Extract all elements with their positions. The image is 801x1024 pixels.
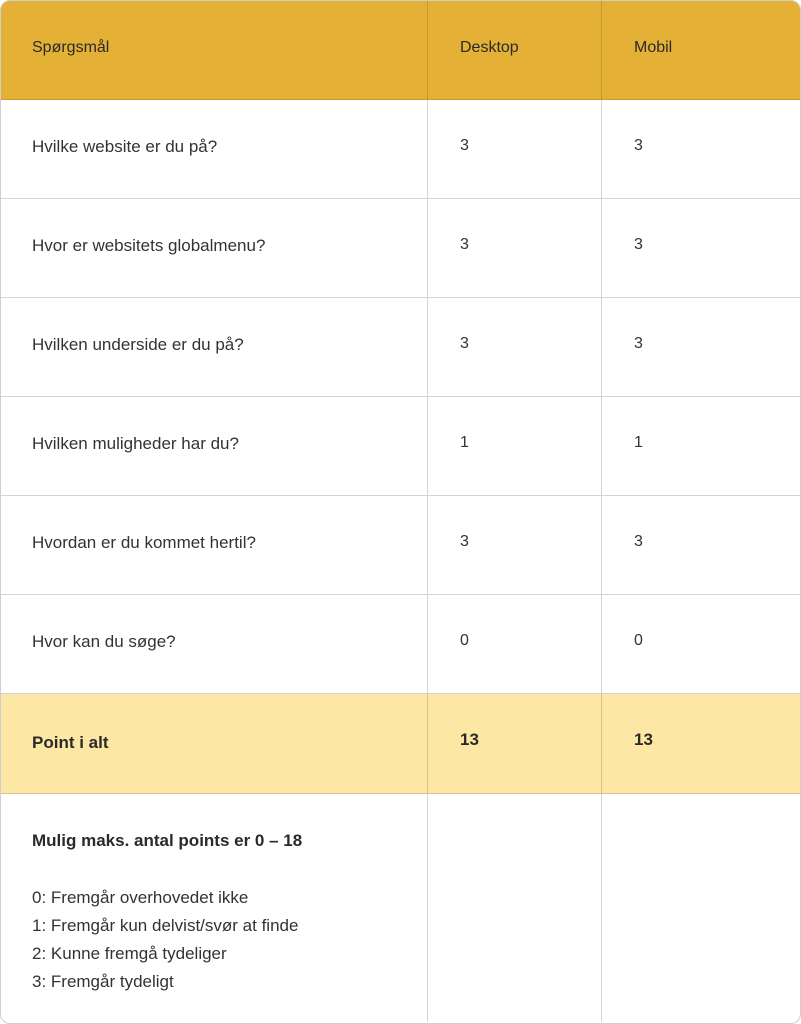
table-row [1,595,800,694]
header-desktop: Desktop [428,1,602,99]
header-question: Spørgsmål [1,1,428,99]
table-row [1,397,800,496]
question-cell: Hvilken underside er du på? [1,298,428,396]
legend-line: 2: Kunne fremgå tydeliger [32,944,227,963]
table-row [1,100,800,199]
legend-empty-desktop [428,794,602,1022]
legend-line: 3: Fremgår tydeligt [32,972,174,991]
legend-line: 1: Fremgår kun delvist/svør at finde [32,916,299,935]
mobile-score: 3 [634,137,643,154]
question-cell: Hvor er websitets globalmenu? [1,199,428,297]
total-row [1,694,800,794]
question-cell: Hvilken muligheder har du? [1,397,428,495]
desktop-score: 0 [428,595,602,693]
desktop-score: 3 [428,298,602,396]
question-cell: Hvilke website er du på? [1,100,428,198]
legend-empty-mobile [602,794,800,1022]
mobile-score: 3 [634,533,643,550]
desktop-score: 1 [428,397,602,495]
mobile-score: 1 [634,434,643,451]
legend-line: 0: Fremgår overhovedet ikke [32,888,249,907]
table-header-row [1,1,800,100]
mobile-score: 0 [634,632,643,649]
question-cell: Hvordan er du kommet hertil? [1,496,428,594]
desktop-score: 3 [428,496,602,594]
table-row [1,496,800,595]
total-mobile: 13 [634,730,653,749]
total-desktop: 13 [428,694,602,793]
table-row [1,199,800,298]
desktop-score: 3 [428,199,602,297]
legend-row [1,794,800,1022]
legend-title: Mulig maks. antal points er 0 – 18 [32,831,303,850]
header-mobile: Mobil [634,39,673,56]
legend-cell [1,794,428,1022]
desktop-score: 3 [428,100,602,198]
question-cell: Hvor kan du søge? [1,595,428,693]
table-row [1,298,800,397]
mobile-score: 3 [634,236,643,253]
total-label: Point i alt [1,694,428,793]
mobile-score: 3 [634,335,643,352]
